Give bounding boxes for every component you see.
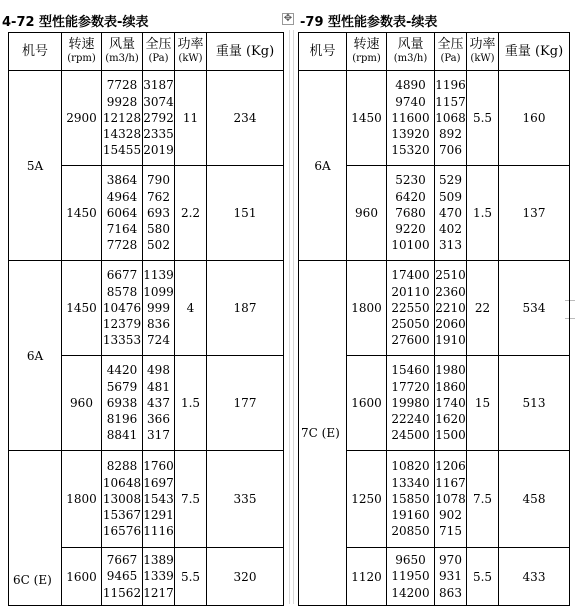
pressure-cell bbox=[435, 356, 467, 451]
flow-cell bbox=[102, 356, 143, 451]
flow-value: 5679 bbox=[106, 379, 138, 394]
power-cell: 7.5 bbox=[467, 451, 499, 548]
flow-cell bbox=[102, 71, 143, 166]
pressure-value: 402 bbox=[439, 222, 462, 237]
header-power-label: 功率 bbox=[177, 36, 204, 52]
speed-cell: 2900 bbox=[62, 71, 102, 166]
pressure-cell bbox=[435, 261, 467, 356]
flow-value: 7728 bbox=[106, 78, 138, 93]
header-model bbox=[299, 33, 347, 71]
pressure-value: 2792 bbox=[143, 110, 174, 125]
pressure-value: 836 bbox=[147, 317, 170, 332]
header-speed-label: 转速 bbox=[68, 36, 95, 52]
flow-value: 8578 bbox=[106, 284, 138, 299]
table-row bbox=[9, 261, 284, 356]
pressure-value: 317 bbox=[147, 428, 170, 443]
flow-value: 13920 bbox=[391, 127, 430, 142]
pressure-value: 724 bbox=[147, 333, 170, 348]
speed-cell: 1800 bbox=[62, 451, 102, 548]
pressure-value: 3074 bbox=[143, 94, 174, 109]
pressure-value: 470 bbox=[439, 205, 462, 220]
power-cell: 2.2 bbox=[175, 166, 207, 261]
flow-value: 17720 bbox=[391, 379, 430, 394]
pressure-value: 2335 bbox=[143, 127, 174, 142]
flow-value: 15367 bbox=[102, 508, 142, 523]
pressure-value: 863 bbox=[439, 585, 462, 600]
flow-value: 6938 bbox=[106, 395, 138, 410]
left-table-title: 4-72 型性能参数表-续表 bbox=[2, 15, 149, 30]
header-power bbox=[175, 33, 207, 71]
flow-value: 19980 bbox=[391, 395, 430, 410]
header-row bbox=[299, 33, 570, 71]
pressure-cell bbox=[143, 71, 175, 166]
pressure-cell bbox=[435, 166, 467, 261]
table-row bbox=[299, 71, 570, 166]
pressure-cell bbox=[143, 261, 175, 356]
flow-value: 9740 bbox=[395, 94, 426, 109]
pressure-value: 693 bbox=[147, 205, 170, 220]
flow-value: 11950 bbox=[391, 569, 430, 584]
flow-value: 8196 bbox=[106, 412, 138, 427]
power-cell: 5.5 bbox=[467, 548, 499, 606]
table-row bbox=[9, 451, 284, 548]
pressure-value: 498 bbox=[147, 363, 170, 378]
flow-value: 16576 bbox=[102, 524, 142, 539]
speed-cell: 960 bbox=[347, 166, 387, 261]
flow-value: 14200 bbox=[391, 585, 430, 600]
pressure-value: 1339 bbox=[143, 569, 174, 584]
pressure-value: 762 bbox=[147, 189, 170, 204]
header-flow bbox=[387, 33, 435, 71]
pressure-cell bbox=[143, 451, 175, 548]
pressure-value: 3187 bbox=[143, 78, 174, 93]
header-flow bbox=[102, 33, 143, 71]
flow-value: 20850 bbox=[391, 524, 430, 539]
flow-value: 12379 bbox=[102, 317, 142, 332]
pressure-value: 437 bbox=[147, 395, 170, 410]
weight-cell: 234 bbox=[207, 71, 284, 166]
column-divider bbox=[293, 30, 294, 604]
flow-value: 14328 bbox=[102, 127, 142, 142]
flow-cell bbox=[387, 451, 435, 548]
flow-value: 10648 bbox=[102, 475, 142, 490]
flow-value: 7728 bbox=[106, 238, 138, 253]
weight-cell: 137 bbox=[499, 166, 570, 261]
power-cell: 5.5 bbox=[467, 71, 499, 166]
header-pressure-label: 全压 bbox=[437, 36, 464, 52]
power-cell: 1.5 bbox=[175, 356, 207, 451]
pressure-cell bbox=[143, 356, 175, 451]
model-cell: 6C (E) bbox=[9, 451, 62, 606]
header-flow-unit: (m3/h) bbox=[393, 52, 428, 64]
pressure-value: 580 bbox=[147, 222, 170, 237]
flow-value: 27600 bbox=[391, 333, 430, 348]
power-cell: 22 bbox=[467, 261, 499, 356]
flow-value: 22240 bbox=[391, 412, 430, 427]
pressure-value: 790 bbox=[147, 173, 170, 188]
flow-value: 4890 bbox=[395, 78, 426, 93]
flow-value: 3864 bbox=[106, 173, 138, 188]
pressure-value: 1980 bbox=[435, 363, 466, 378]
pressure-value: 1740 bbox=[435, 395, 466, 410]
flow-cell bbox=[102, 548, 143, 606]
model-cell: 6A bbox=[9, 261, 62, 451]
flow-value: 9465 bbox=[106, 569, 138, 584]
pressure-value: 1910 bbox=[435, 333, 466, 348]
pressure-value: 715 bbox=[439, 524, 462, 539]
power-cell: 7.5 bbox=[175, 451, 207, 548]
header-pressure-unit: (Pa) bbox=[148, 52, 169, 64]
speed-cell: 1250 bbox=[347, 451, 387, 548]
flow-value: 7667 bbox=[106, 553, 138, 568]
speed-cell: 1800 bbox=[347, 261, 387, 356]
pressure-value: 1078 bbox=[435, 491, 466, 506]
flow-value: 13340 bbox=[391, 475, 430, 490]
pressure-cell bbox=[435, 451, 467, 548]
pressure-value: 529 bbox=[439, 173, 462, 188]
header-weight-label: 重量 (Kg) bbox=[504, 44, 564, 59]
flow-value: 22550 bbox=[391, 300, 430, 315]
speed-cell: 1600 bbox=[62, 548, 102, 606]
header-speed bbox=[347, 33, 387, 71]
header-power-label: 功率 bbox=[469, 36, 496, 52]
flow-value: 4964 bbox=[106, 189, 138, 204]
header-pressure-unit: (Pa) bbox=[440, 52, 461, 64]
power-cell: 1.5 bbox=[467, 166, 499, 261]
header-pressure bbox=[143, 33, 175, 71]
weight-cell: 335 bbox=[207, 451, 284, 548]
pressure-value: 902 bbox=[439, 508, 462, 523]
header-model-label: 机号 bbox=[309, 44, 336, 59]
pressure-value: 1068 bbox=[435, 110, 466, 125]
power-cell: 11 bbox=[175, 71, 207, 166]
pressure-value: 1196 bbox=[435, 78, 466, 93]
flow-value: 13008 bbox=[102, 491, 142, 506]
flow-value: 25050 bbox=[391, 317, 430, 332]
header-flow-unit: (m3/h) bbox=[105, 52, 139, 64]
model-cell: 7C (E) bbox=[299, 261, 347, 606]
flow-value: 5230 bbox=[395, 173, 426, 188]
flow-value: 17400 bbox=[391, 268, 430, 283]
flow-value: 4420 bbox=[106, 363, 138, 378]
weight-cell: 458 bbox=[499, 451, 570, 548]
header-speed-unit: (rpm) bbox=[67, 52, 96, 64]
pressure-value: 481 bbox=[147, 379, 170, 394]
model-cell: 6A bbox=[299, 71, 347, 261]
pressure-value: 1860 bbox=[435, 379, 466, 394]
left-spec-table bbox=[8, 32, 284, 606]
speed-cell: 1450 bbox=[62, 166, 102, 261]
speed-cell: 960 bbox=[62, 356, 102, 451]
flow-value: 10476 bbox=[102, 300, 142, 315]
header-pressure bbox=[435, 33, 467, 71]
header-weight bbox=[499, 33, 570, 71]
flow-value: 6420 bbox=[395, 189, 426, 204]
pressure-value: 892 bbox=[439, 127, 462, 142]
pressure-value: 2510 bbox=[435, 268, 466, 283]
speed-cell: 1450 bbox=[62, 261, 102, 356]
flow-cell bbox=[387, 548, 435, 606]
flow-value: 9220 bbox=[395, 222, 426, 237]
header-model-label: 机号 bbox=[21, 44, 48, 59]
header-speed bbox=[62, 33, 102, 71]
table-row bbox=[299, 261, 570, 356]
table-move-handle-icon[interactable]: ✥ bbox=[283, 13, 293, 24]
flow-value: 19160 bbox=[391, 508, 430, 523]
power-cell: 4 bbox=[175, 261, 207, 356]
speed-cell: 1120 bbox=[347, 548, 387, 606]
pressure-value: 1157 bbox=[435, 94, 466, 109]
pressure-value: 1167 bbox=[435, 475, 466, 490]
flow-value: 7680 bbox=[395, 205, 426, 220]
header-speed-unit: (rpm) bbox=[352, 52, 381, 64]
pressure-cell bbox=[435, 71, 467, 166]
weight-cell: 151 bbox=[207, 166, 284, 261]
pressure-value: 1099 bbox=[143, 284, 174, 299]
flow-cell bbox=[102, 261, 143, 356]
flow-value: 24500 bbox=[391, 428, 430, 443]
flow-value: 8841 bbox=[106, 428, 138, 443]
flow-value: 15460 bbox=[391, 363, 430, 378]
model-cell: 5A bbox=[9, 71, 62, 261]
header-pressure-label: 全压 bbox=[145, 36, 172, 52]
pressure-value: 509 bbox=[439, 189, 462, 204]
right-table-title: -79 型性能参数表-续表 bbox=[300, 15, 438, 30]
pressure-value: 706 bbox=[439, 143, 462, 158]
pressure-value: 2210 bbox=[435, 300, 466, 315]
pressure-value: 313 bbox=[439, 238, 462, 253]
flow-value: 6677 bbox=[106, 268, 138, 283]
header-row bbox=[9, 33, 284, 71]
pressure-value: 1543 bbox=[143, 491, 174, 506]
flow-value: 9650 bbox=[395, 553, 426, 568]
flow-value: 9928 bbox=[106, 94, 138, 109]
flow-cell bbox=[387, 71, 435, 166]
pressure-value: 2019 bbox=[143, 143, 174, 158]
flow-cell bbox=[102, 166, 143, 261]
pressure-value: 502 bbox=[147, 238, 170, 253]
flow-value: 7164 bbox=[106, 222, 138, 237]
header-model bbox=[9, 33, 62, 71]
pressure-value: 1217 bbox=[143, 585, 174, 600]
speed-cell: 1600 bbox=[347, 356, 387, 451]
header-weight bbox=[207, 33, 284, 71]
pressure-cell bbox=[435, 548, 467, 606]
right-spec-table bbox=[298, 32, 570, 606]
header-weight-label: 重量 (Kg) bbox=[215, 44, 275, 59]
speed-cell: 1450 bbox=[347, 71, 387, 166]
weight-cell: 534 bbox=[499, 261, 570, 356]
flow-cell bbox=[387, 261, 435, 356]
power-cell: 15 bbox=[467, 356, 499, 451]
header-speed-label: 转速 bbox=[353, 36, 380, 52]
flow-cell bbox=[387, 166, 435, 261]
flow-value: 13353 bbox=[102, 333, 142, 348]
pressure-value: 1760 bbox=[143, 459, 174, 474]
header-flow-label: 风量 bbox=[108, 36, 135, 52]
column-divider bbox=[289, 30, 290, 604]
pressure-cell bbox=[143, 166, 175, 261]
weight-cell: 187 bbox=[207, 261, 284, 356]
weight-cell: 513 bbox=[499, 356, 570, 451]
flow-cell bbox=[102, 451, 143, 548]
pressure-value: 1697 bbox=[143, 475, 174, 490]
flow-value: 11562 bbox=[102, 585, 142, 600]
header-flow-label: 风量 bbox=[397, 36, 424, 52]
flow-value: 8288 bbox=[106, 459, 138, 474]
power-cell: 5.5 bbox=[175, 548, 207, 606]
pressure-value: 999 bbox=[147, 300, 170, 315]
table-row bbox=[9, 71, 284, 166]
pressure-cell bbox=[143, 548, 175, 606]
pressure-value: 1116 bbox=[143, 524, 174, 539]
weight-cell: 433 bbox=[499, 548, 570, 606]
pressure-value: 970 bbox=[439, 553, 462, 568]
pressure-value: 1500 bbox=[435, 428, 466, 443]
weight-cell: 177 bbox=[207, 356, 284, 451]
header-power-unit: (kW) bbox=[470, 52, 495, 64]
pressure-value: 1206 bbox=[435, 459, 466, 474]
pressure-value: 2060 bbox=[435, 317, 466, 332]
pressure-value: 1291 bbox=[143, 508, 174, 523]
pressure-value: 1389 bbox=[143, 553, 174, 568]
flow-value: 10820 bbox=[391, 459, 430, 474]
header-power-unit: (kW) bbox=[178, 52, 203, 64]
flow-value: 15320 bbox=[391, 143, 430, 158]
flow-value: 11600 bbox=[391, 110, 430, 125]
weight-cell: 160 bbox=[499, 71, 570, 166]
flow-value: 15850 bbox=[391, 491, 430, 506]
flow-value: 15455 bbox=[102, 143, 142, 158]
pressure-value: 1620 bbox=[435, 412, 466, 427]
flow-cell bbox=[387, 356, 435, 451]
pressure-value: 1139 bbox=[143, 268, 174, 283]
pressure-value: 931 bbox=[439, 569, 462, 584]
pressure-value: 366 bbox=[147, 412, 170, 427]
flow-value: 12128 bbox=[102, 110, 142, 125]
header-power bbox=[467, 33, 499, 71]
weight-cell: 320 bbox=[207, 548, 284, 606]
pressure-value: 2360 bbox=[435, 284, 466, 299]
flow-value: 6064 bbox=[106, 205, 138, 220]
flow-value: 10100 bbox=[391, 238, 430, 253]
flow-value: 20110 bbox=[391, 284, 430, 299]
